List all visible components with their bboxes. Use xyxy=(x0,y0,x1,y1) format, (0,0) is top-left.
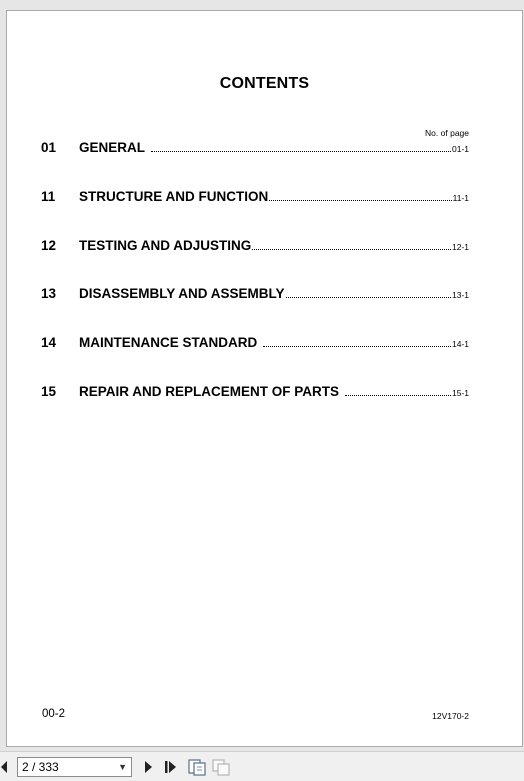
footer-document-code: 12V170-2 xyxy=(432,711,469,721)
previous-page-icon[interactable] xyxy=(0,760,8,774)
toc-leader xyxy=(269,200,451,201)
toc-leader xyxy=(151,151,451,152)
toc-page-number: 14-1 xyxy=(451,339,469,349)
toc-row-repair-and-replacement-of-parts[interactable] xyxy=(41,381,469,399)
toc-label: TESTING AND ADJUSTING xyxy=(79,238,252,253)
navigation-toolbar xyxy=(0,751,524,781)
toc-label: MAINTENANCE STANDARD xyxy=(79,335,258,350)
fit-page-icon[interactable] xyxy=(187,757,207,777)
next-page-icon[interactable] xyxy=(138,757,158,777)
toc-number: 13 xyxy=(41,286,57,301)
toc-leader xyxy=(345,395,451,396)
toc-page-number: 11-1 xyxy=(452,193,469,203)
toc-number: 14 xyxy=(41,335,57,350)
toc-leader xyxy=(252,249,451,250)
page-column-header: No. of page xyxy=(425,128,469,138)
toc-page-number: 13-1 xyxy=(451,290,469,300)
dropdown-caret-icon: ▼ xyxy=(118,762,127,772)
toc-row-disassembly-and-assembly[interactable] xyxy=(41,283,469,301)
toc-label: REPAIR AND REPLACEMENT OF PARTS xyxy=(79,384,340,399)
toc-page-number: 15-1 xyxy=(451,388,469,398)
toc-leader xyxy=(263,346,451,347)
continuous-view-icon[interactable] xyxy=(211,757,231,777)
toc-number: 15 xyxy=(41,384,57,399)
toc-number: 12 xyxy=(41,238,57,253)
toc-number: 01 xyxy=(41,140,57,155)
footer-page-number: 00-2 xyxy=(42,708,66,720)
document-page xyxy=(6,10,523,747)
page-title: CONTENTS xyxy=(219,75,310,92)
page-number-select[interactable] xyxy=(17,757,132,777)
toc-row-maintenance-standard[interactable] xyxy=(41,332,469,350)
toc-number: 11 xyxy=(41,189,56,204)
toc-row-structure-and-function[interactable] xyxy=(41,186,469,204)
last-page-icon[interactable] xyxy=(161,757,181,777)
toc-page-number: 01-1 xyxy=(451,144,469,154)
page-indicator: 2 / 333 xyxy=(22,760,59,774)
toc-label: STRUCTURE AND FUNCTION xyxy=(79,189,269,204)
toc-leader xyxy=(286,297,451,298)
toc-label: GENERAL xyxy=(79,140,146,155)
toc-page-number: 12-1 xyxy=(451,242,469,252)
toc-label: DISASSEMBLY AND ASSEMBLY xyxy=(79,286,285,301)
toc-row-testing-and-adjusting[interactable] xyxy=(41,235,469,253)
toc-row-general[interactable] xyxy=(41,137,469,155)
